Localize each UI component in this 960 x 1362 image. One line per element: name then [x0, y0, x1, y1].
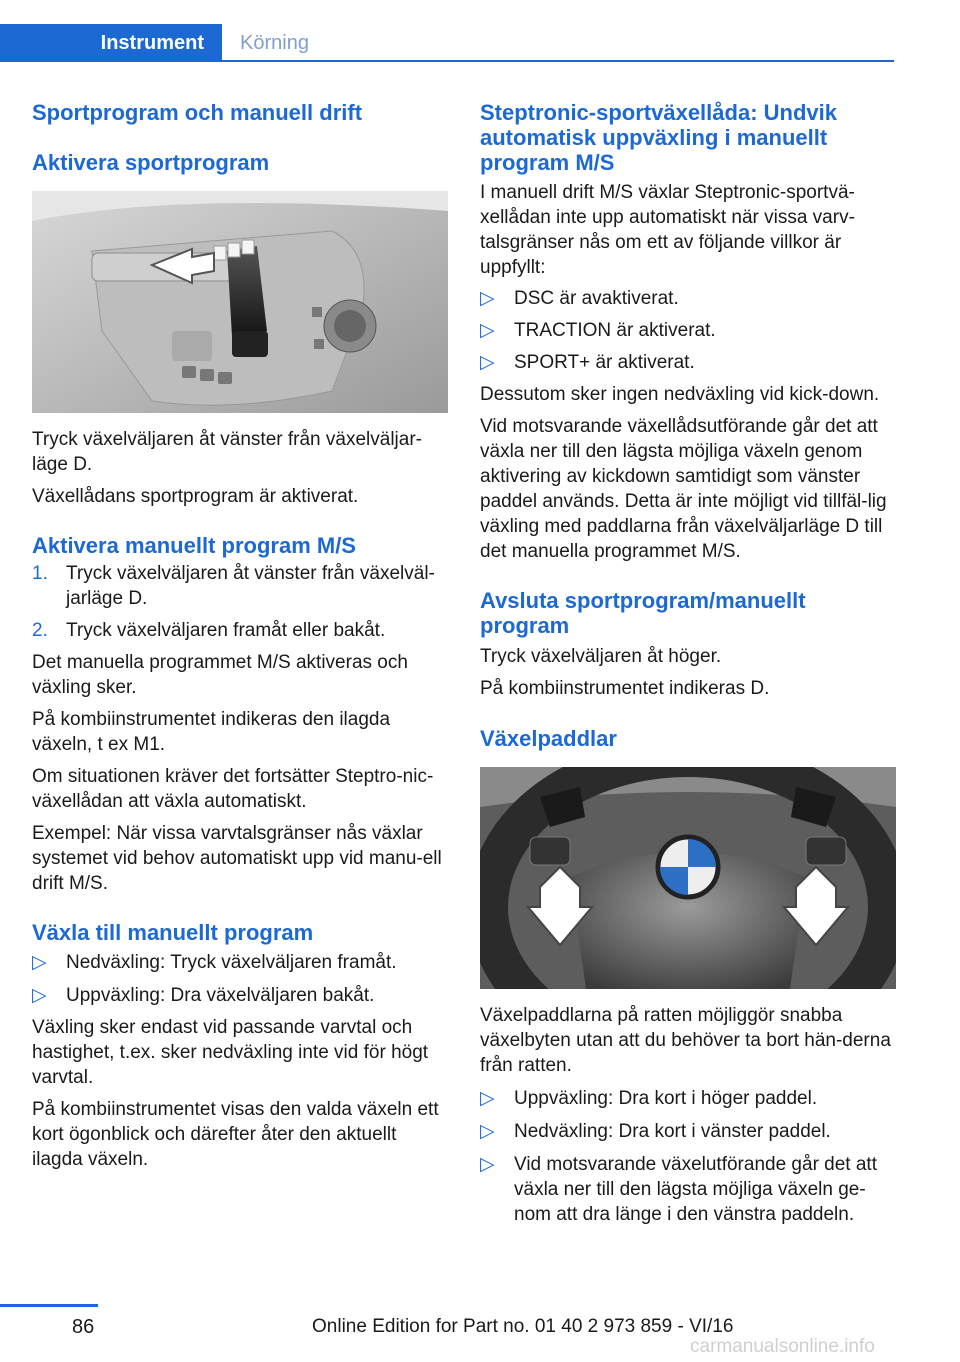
section-title-sport: Sportprogram och manuell drift — [32, 100, 363, 125]
paragraph-situation: Om situationen kräver det fortsätter Steptro-nic-växellådan att växla automatiskt. — [32, 766, 434, 812]
paragraph-kickdown: Dessutom sker ingen nedväxling vid kick-down. — [480, 384, 880, 405]
heading-end-program: Avsluta sportprogram/manuellt program — [480, 588, 806, 638]
header-divider — [222, 60, 894, 62]
paragraph-corresponding: Vid motsvarande växellådsutförande går det att växla ner till den lägsta möjliga växeln genom aktivering av kickdown samtidigt som vänster paddel används. Detta är inte möjligt vid tillfäl-lig växling med paddlarna från växelväljarläge D till det manuella programmet M/S. — [480, 416, 887, 562]
bullet-text: TRACTION är aktiverat. — [514, 320, 716, 341]
page-number: 86 — [72, 1316, 95, 1338]
bullet-text: Nedväxling: Dra kort i vänster paddel. — [514, 1121, 831, 1142]
bullet-text: Nedväxling: Tryck växelväljaren framåt. — [66, 952, 397, 973]
paragraph-paddles-desc: Växelpaddlarna på ratten möjliggör snabba växelbyten utan att du behöver ta bort hän-derna från ratten. — [480, 1005, 891, 1076]
list-item — [480, 1152, 896, 1227]
watermark: carmanualsonline.info — [690, 1336, 875, 1357]
tab-korning[interactable]: Körning — [240, 31, 309, 54]
triangle-bullet-icon: ▷ — [480, 1154, 495, 1175]
paragraph-indicated-d: På kombiinstrumentet indikeras D. — [480, 678, 770, 699]
list-item — [480, 1119, 896, 1144]
gear-selector-photo — [32, 191, 448, 413]
footer-divider — [0, 1304, 98, 1307]
triangle-bullet-icon: ▷ — [480, 1088, 495, 1109]
bullet-text: SPORT+ är aktiverat. — [514, 352, 695, 373]
paragraph-suitable: Växling sker endast vid passande varvtal och hastighet, t.ex. sker nedväxling inte vid för högt varvtal. — [32, 1017, 429, 1088]
gear-selector-illustration — [32, 191, 448, 413]
list-item — [32, 561, 448, 611]
steering-wheel-photo — [480, 767, 896, 989]
paddles-list — [480, 1086, 896, 1227]
left-column — [32, 100, 448, 1172]
bullet-text: DSC är avaktiverat. — [514, 288, 679, 309]
heading-activate-manual: Aktivera manuellt program M/S — [32, 533, 356, 558]
list-item — [32, 983, 448, 1008]
bullet-text: Uppväxling: Dra kort i höger paddel. — [514, 1088, 818, 1109]
heading-paddles: Växelpaddlar — [480, 726, 617, 751]
right-column — [480, 100, 896, 1227]
switch-manual-list — [32, 950, 448, 1008]
list-item — [480, 286, 896, 311]
edition-text: Online Edition for Part no. 01 40 2 973 859 - VI/16 — [312, 1316, 734, 1337]
triangle-bullet-icon: ▷ — [480, 352, 495, 373]
step-number: 2. — [32, 620, 48, 641]
triangle-bullet-icon: ▷ — [32, 952, 47, 973]
page-footer — [0, 1302, 960, 1362]
paragraph-sport-active: Växellådans sportprogram är aktiverat. — [32, 486, 359, 507]
paragraph-in-manual: I manuell drift M/S växlar Steptronic-sportvä-xellådan inte upp automatiskt när vissa varv-talsgränser nås om ett av följande villkor är uppfyllt: — [480, 182, 855, 278]
paragraph-example: Exempel: När vissa varvtalsgränser nås växlar systemet vid behov automatiskt upp vid manu-ell drift M/S. — [32, 823, 442, 894]
list-item — [480, 1086, 896, 1111]
paragraph-push-right: Tryck växelväljaren åt höger. — [480, 646, 722, 667]
list-item — [32, 950, 448, 975]
conditions-list — [480, 286, 896, 375]
bullet-text: Uppväxling: Dra växelväljaren bakåt. — [66, 985, 375, 1006]
paragraph-shown: På kombiinstrumentet visas den valda växeln ett kort ögonblick och därefter åter den aktuellt ilagda växeln. — [32, 1099, 439, 1170]
list-item — [480, 350, 896, 375]
triangle-bullet-icon: ▷ — [480, 288, 495, 309]
heading-activate-sport: Aktivera sportprogram — [32, 150, 270, 175]
paragraph-push-left: Tryck växelväljaren åt vänster från växelväljar-läge D. — [32, 429, 422, 475]
tab-instrument[interactable]: Instrument — [0, 24, 222, 62]
heading-switch-manual: Växla till manuellt program — [32, 920, 314, 945]
step-text: Tryck växelväljaren framåt eller bakåt. — [66, 620, 386, 641]
paragraph-manual-active: Det manuella programmet M/S aktiveras och växling sker. — [32, 652, 408, 698]
manual-steps-list — [32, 561, 448, 643]
step-number: 1. — [32, 563, 48, 584]
triangle-bullet-icon: ▷ — [480, 1121, 495, 1142]
list-item — [32, 618, 448, 643]
triangle-bullet-icon: ▷ — [480, 320, 495, 341]
steering-wheel-illustration — [480, 767, 896, 989]
page-header — [0, 0, 960, 64]
step-text: Tryck växelväljaren åt vänster från växelväl-jarläge D. — [66, 563, 435, 609]
triangle-bullet-icon: ▷ — [32, 985, 47, 1006]
bullet-text: Vid motsvarande växelutförande går det att växla ner till den lägsta möjliga växeln ge-nom att dra länge i den vänstra paddeln. — [514, 1154, 877, 1225]
heading-steptronic: Steptronic-sportväxellåda: Undvik automatisk uppväxling i manuellt program M/S — [480, 100, 837, 175]
paragraph-indicated: På kombiinstrumentet indikeras den ilagda växeln, t ex M1. — [32, 709, 391, 755]
list-item — [480, 318, 896, 343]
